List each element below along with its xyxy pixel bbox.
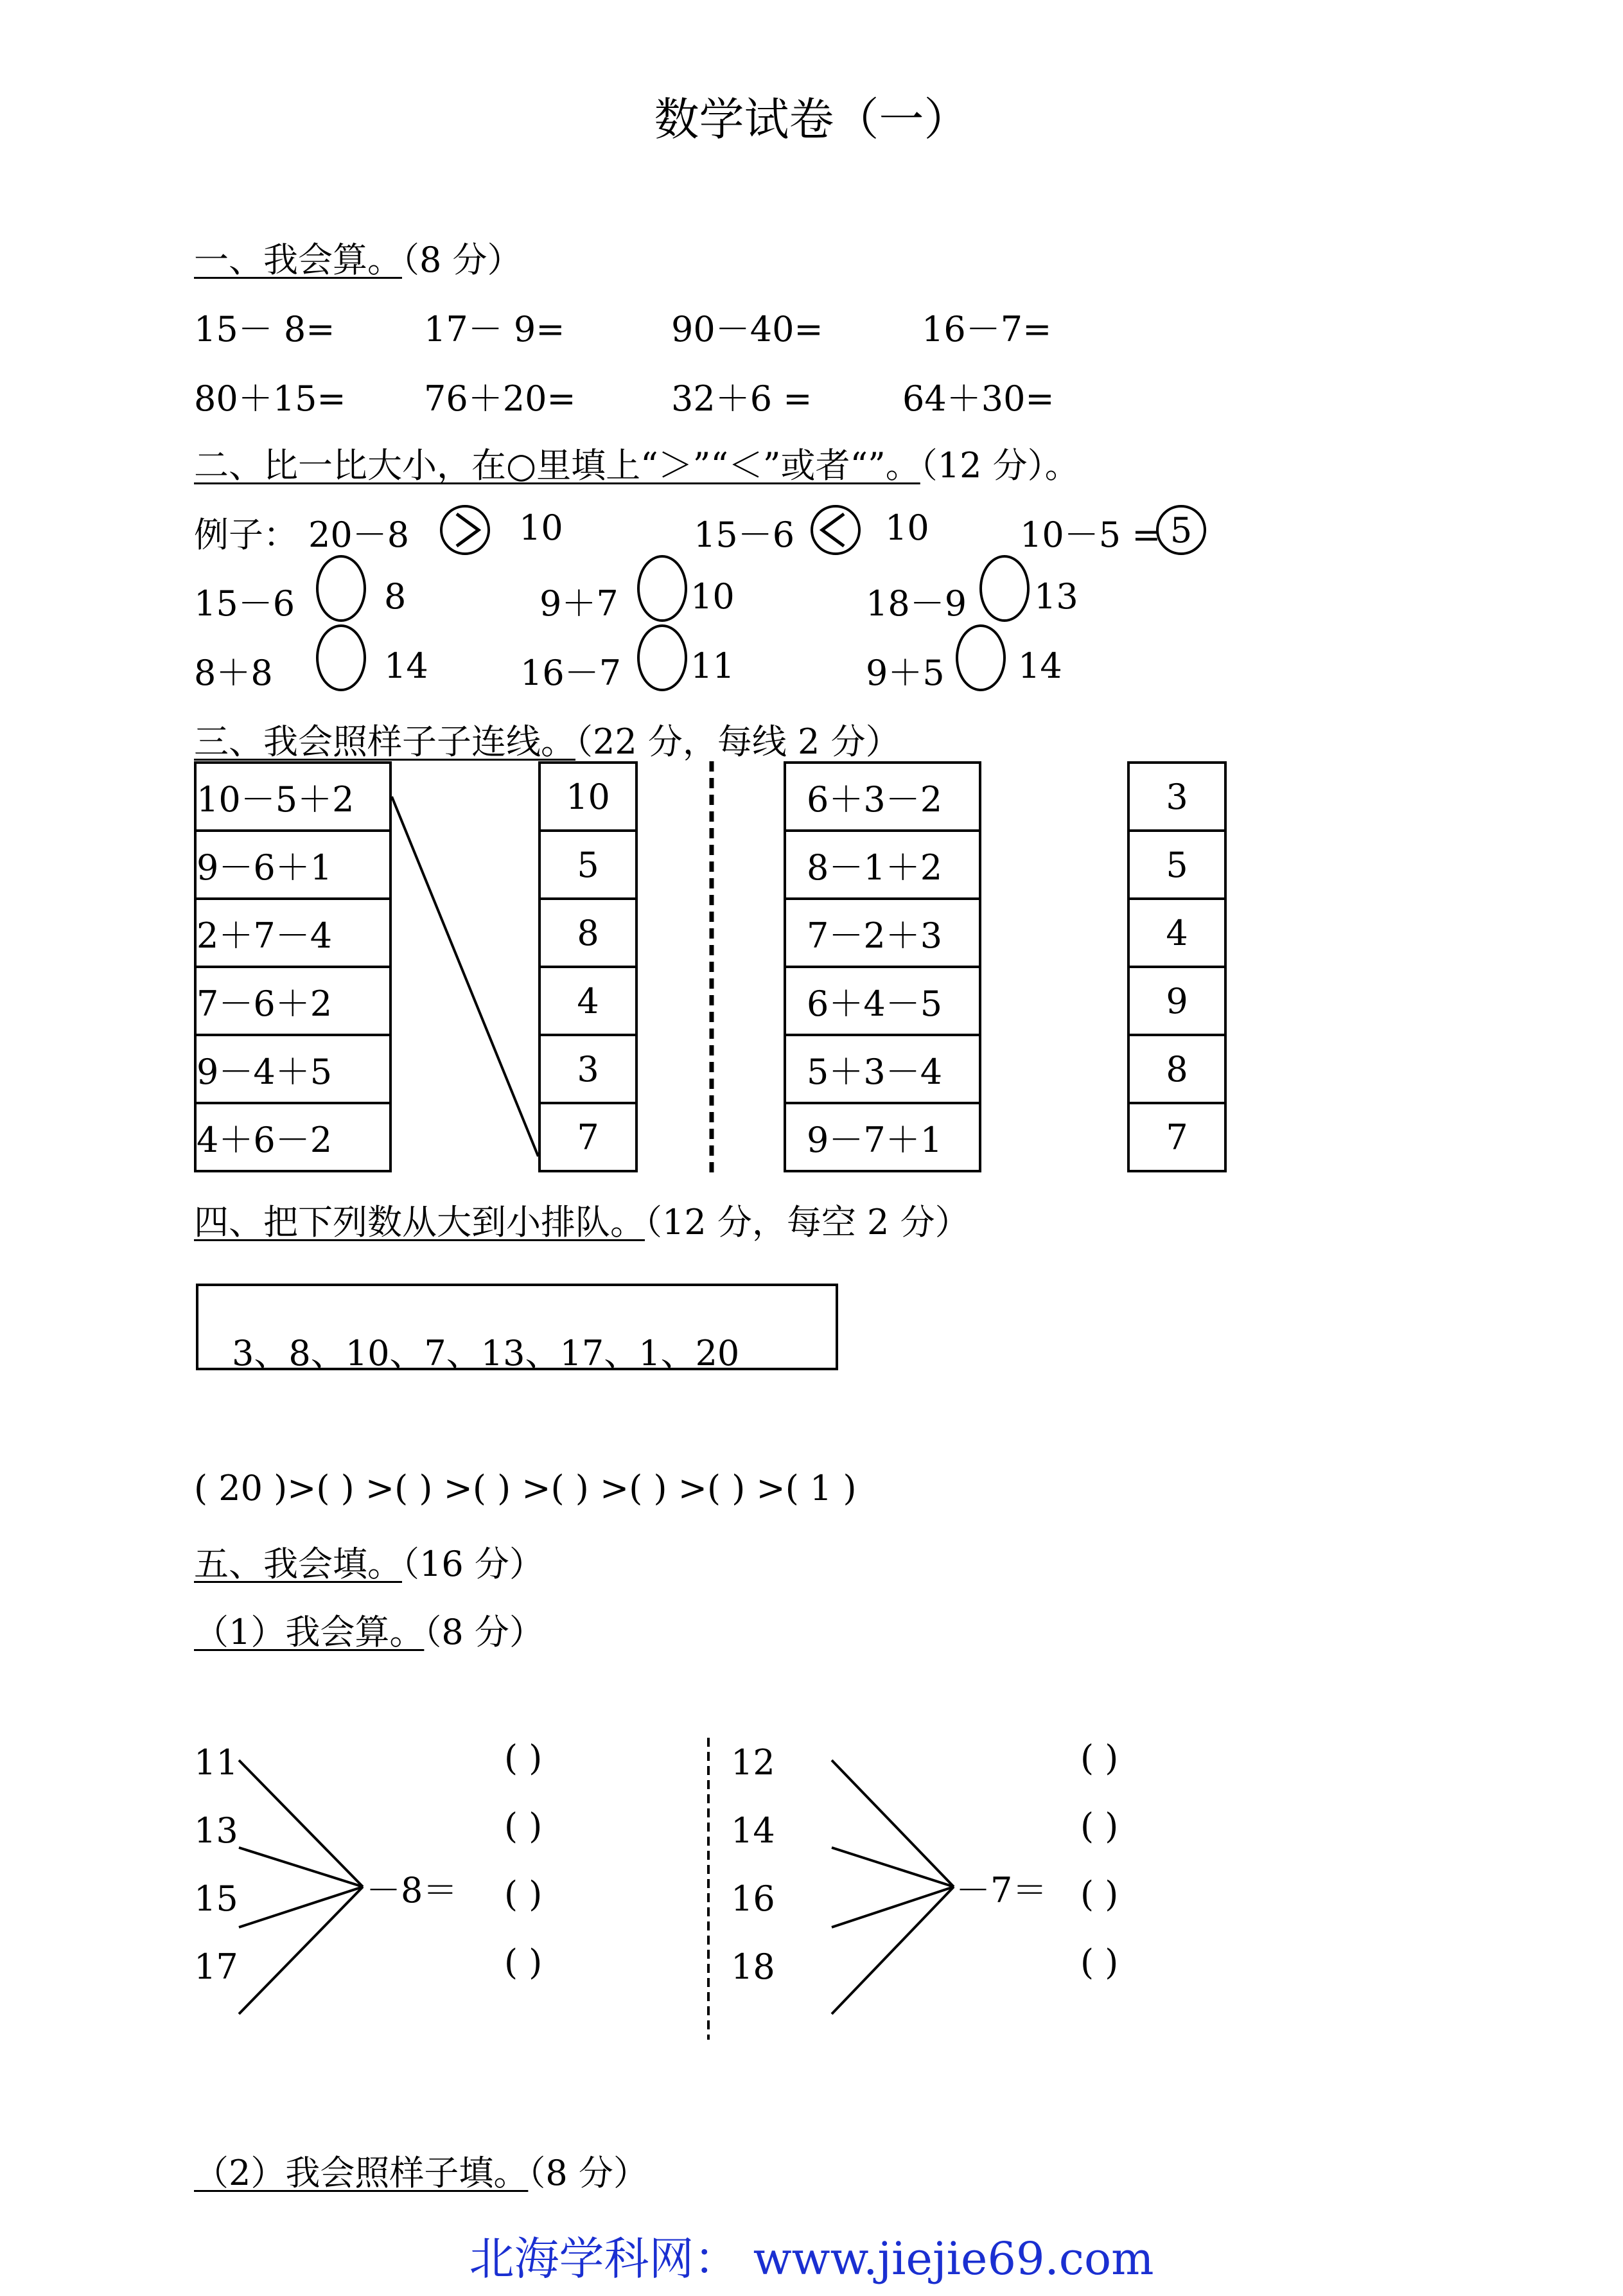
- fan-number: 11: [194, 1742, 238, 1783]
- compare-right: 13: [1034, 576, 1078, 617]
- section-2-score: （12 分）。: [920, 445, 1080, 486]
- expr-text: 7－2＋3: [807, 915, 943, 956]
- number-list: 3、8、10、7、13、17、1、20: [232, 1333, 740, 1373]
- compare-left: 18－9: [866, 583, 967, 624]
- expr-text: 10－5＋2: [197, 779, 355, 820]
- answer-text: 5: [1166, 844, 1188, 885]
- answer-blank[interactable]: ( ): [1080, 1738, 1119, 1778]
- expr-text: 6＋4－5: [807, 983, 943, 1024]
- answer-blank[interactable]: ( ): [1080, 1806, 1119, 1846]
- expr-text: 2＋7－4: [197, 915, 333, 956]
- section-1-score: （8 分）: [402, 240, 522, 280]
- answer-blank[interactable]: ( ): [504, 1806, 543, 1846]
- fan-number: 12: [731, 1742, 775, 1783]
- example-left: 15－6: [694, 515, 795, 555]
- example-left: 20－8: [308, 515, 410, 555]
- subsection-1-title: （1）我会算。: [194, 1612, 425, 1652]
- s1-problem: 17－ 9=: [424, 309, 565, 349]
- expr-text: 4＋6－2: [197, 1119, 333, 1160]
- s1-problem: 80＋15=: [194, 378, 346, 419]
- expr-text: 6＋3－2: [807, 779, 943, 820]
- subsection-1-score: （8 分）: [424, 1612, 544, 1652]
- compare-right: 14: [1018, 646, 1062, 686]
- expr-text: 7－6＋2: [197, 983, 333, 1024]
- section-5-title: 五、我会填。: [194, 1544, 402, 1584]
- section-4-title: 四、把下列数从大到小排队。: [194, 1202, 645, 1242]
- subsection-2-title: （2）我会照样子填。: [194, 2153, 529, 2193]
- s1-problem: 90－40=: [671, 309, 823, 349]
- example-right: 10: [885, 508, 929, 548]
- order-answer-line[interactable]: ( 20 )>( ) >( ) >( ) >( ) >( ) >( ) >( 1 ): [194, 1468, 857, 1508]
- compare-right: 11: [690, 646, 735, 686]
- compare-right: 10: [690, 576, 735, 617]
- compare-left: 16－7: [520, 653, 622, 693]
- fan-number: 15: [194, 1878, 238, 1919]
- answer-blank[interactable]: ( ): [504, 1874, 543, 1914]
- s1-problem: 32＋6 =: [671, 378, 812, 419]
- fan-number: 18: [731, 1947, 775, 1987]
- example-label: 例子：: [194, 515, 298, 555]
- compare-left: 9＋5: [866, 653, 945, 693]
- fan-operation: －7＝: [956, 1870, 1048, 1911]
- answer-blank[interactable]: ( ): [1080, 1874, 1119, 1914]
- page-title: 数学试卷（一）: [654, 93, 969, 146]
- answer-text: 8: [1166, 1048, 1188, 1090]
- section-5-score: （16 分）: [402, 1544, 544, 1584]
- answer-text: 9: [1166, 980, 1188, 1021]
- section-2-title: 二、比一比大小，在○里填上“＞”“＜”或者“”。: [194, 445, 920, 486]
- compare-right: 14: [384, 646, 428, 686]
- right-fan-lines: [832, 1760, 954, 2014]
- fan-number: 14: [731, 1810, 775, 1851]
- s1-problem: 64＋30=: [902, 378, 1055, 419]
- s1-problem: 76＋20=: [424, 378, 576, 419]
- answer-blank[interactable]: ( ): [504, 1942, 543, 1983]
- example-answer-circle: 5: [1156, 505, 1206, 555]
- fan-number: 16: [731, 1878, 775, 1919]
- answer-text: 3: [1166, 776, 1188, 817]
- compare-right: 8: [384, 576, 407, 617]
- fan-operation: －8＝: [366, 1870, 458, 1911]
- answer-text: 7: [577, 1117, 599, 1158]
- answer-text: 3: [577, 1048, 599, 1090]
- answer-text: 4: [577, 980, 599, 1021]
- answer-text: 4: [1166, 912, 1188, 953]
- answer-text: 5: [577, 844, 599, 885]
- example-left: 10－5 =: [1020, 515, 1161, 555]
- section-3-score: （22 分，每线 2 分）: [575, 721, 900, 762]
- compare-left: 8＋8: [194, 653, 273, 693]
- expr-text: 9－7＋1: [807, 1119, 943, 1160]
- compare-left: 15－6: [194, 583, 295, 624]
- example-connector-line: [392, 797, 538, 1156]
- fan-number: 13: [194, 1810, 238, 1851]
- answer-text: 10: [566, 776, 610, 817]
- subsection-2-score: （8 分）: [528, 2153, 648, 2193]
- answer-text: 7: [1166, 1117, 1188, 1158]
- expr-text: 9－4＋5: [197, 1051, 333, 1092]
- compare-left: 9＋7: [540, 583, 618, 624]
- footer-watermark: 北海学科网： www.jiejie69.com: [469, 2232, 1154, 2285]
- s1-problem: 15－ 8=: [194, 309, 335, 349]
- expr-text: 8－1＋2: [807, 847, 943, 888]
- section-1-title: 一、我会算。: [194, 240, 402, 280]
- section-3-title: 三、我会照样子子连线。: [194, 721, 575, 762]
- left-fan-lines: [239, 1760, 363, 2014]
- example-right: 10: [519, 508, 563, 548]
- expr-text: 9－6＋1: [197, 847, 333, 888]
- fan-number: 17: [194, 1947, 238, 1987]
- answer-blank[interactable]: ( ): [1080, 1942, 1119, 1983]
- answer-blank[interactable]: ( ): [504, 1738, 543, 1778]
- section-4-score: （12 分，每空 2 分）: [645, 1202, 970, 1242]
- expr-text: 5＋3－4: [807, 1051, 943, 1092]
- answer-text: 8: [577, 912, 599, 953]
- s1-problem: 16－7=: [922, 309, 1052, 349]
